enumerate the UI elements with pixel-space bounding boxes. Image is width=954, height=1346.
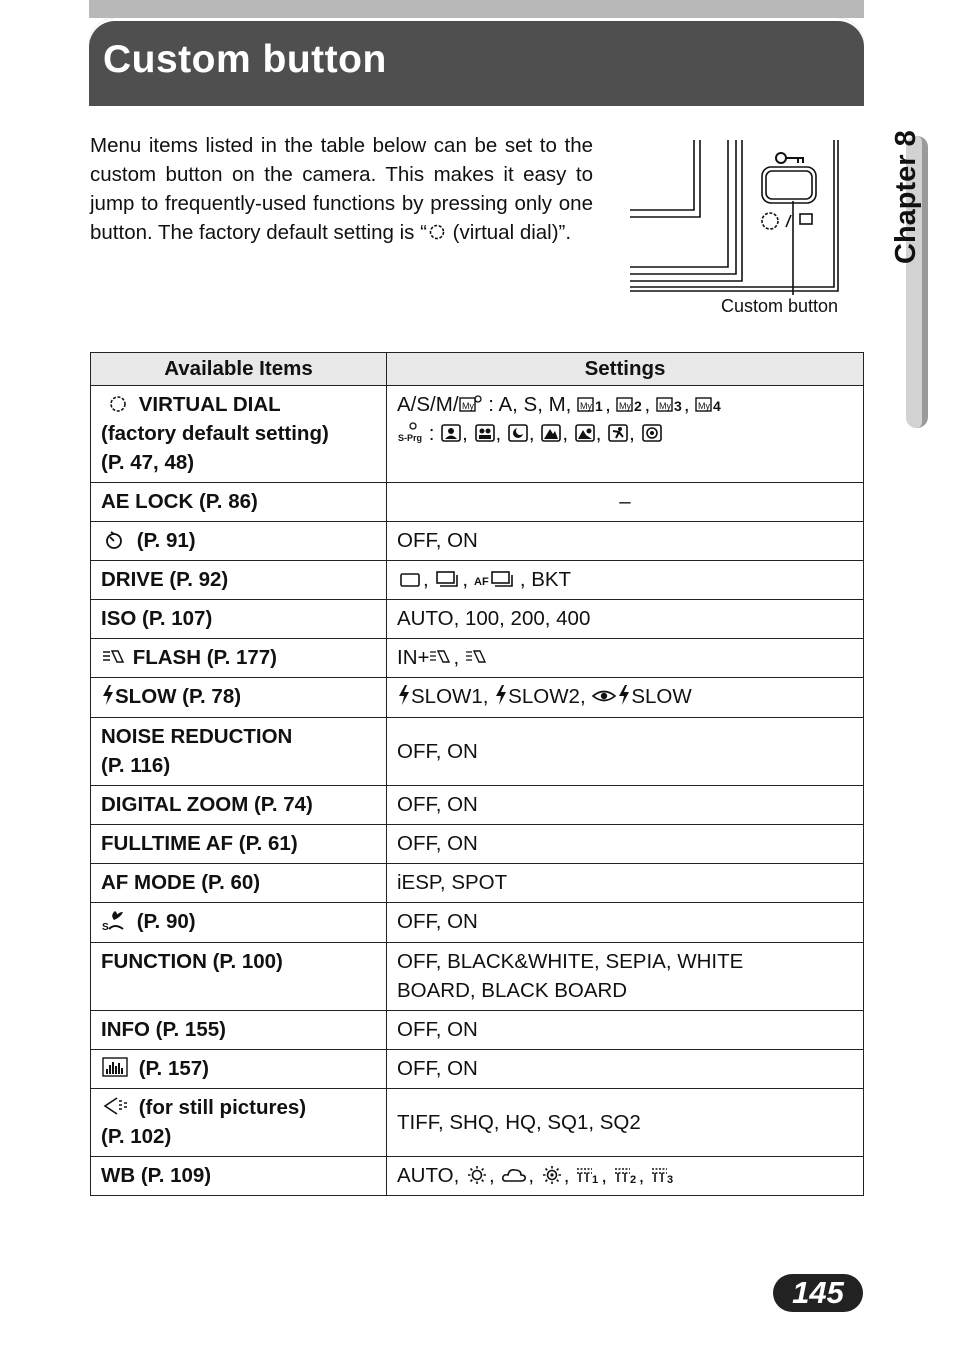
- table-header-row: [91, 353, 864, 386]
- setting-sep: ,: [462, 568, 469, 591]
- item-label: FLASH (P. 177): [132, 646, 278, 669]
- svg-text:3: 3: [673, 398, 682, 414]
- item-cell: [91, 639, 387, 678]
- intro-text-end: (virtual dial)”.: [446, 221, 572, 244]
- setting-cell: [387, 386, 864, 483]
- self-timer-icon: [101, 530, 131, 550]
- setting-text-line2: BOARD, BLACK BOARD: [397, 979, 628, 1002]
- setting-sep: ,: [595, 422, 602, 445]
- setting-sep: ,: [562, 422, 569, 445]
- chapter-label: Chapter 8: [890, 130, 922, 264]
- single-frame-icon: [397, 569, 423, 589]
- setting-sep: ,: [423, 568, 429, 591]
- virtual-dial-icon: [101, 394, 133, 414]
- table-row: [91, 386, 864, 483]
- table-row: [91, 639, 864, 678]
- setting-cell: [387, 678, 864, 718]
- setting-cell: OFF, ON: [387, 1050, 864, 1089]
- item-label: (P. 90): [136, 910, 196, 933]
- landscape-portrait-scene-icon: [574, 423, 596, 443]
- svg-text:S: S: [102, 922, 109, 931]
- table-row: [91, 786, 864, 825]
- external-flash-icon: [429, 647, 453, 667]
- item-cell: INFO (P. 155): [91, 1011, 387, 1050]
- item-cell: FUNCTION (P. 100): [91, 943, 387, 1011]
- svg-text:My: My: [658, 401, 671, 411]
- setting-cell: AUTO, 100, 200, 400: [387, 600, 864, 639]
- table-row: [91, 903, 864, 943]
- svg-text:2: 2: [634, 398, 643, 414]
- table-row: [91, 718, 864, 786]
- setting-text: AUTO,: [397, 1164, 460, 1187]
- item-label: VIRTUAL DIAL: [138, 393, 281, 416]
- setting-cell: OFF, ON: [387, 825, 864, 864]
- item-cell: AE LOCK (P. 86): [91, 483, 387, 522]
- item-label-line2: (P. 116): [101, 754, 171, 777]
- key-icon: [776, 153, 804, 163]
- svg-text:My: My: [619, 401, 632, 411]
- header-available-items: Available Items: [91, 353, 387, 386]
- virtual-dial-icon: [427, 222, 447, 242]
- svg-text:My: My: [461, 401, 474, 411]
- setting-cell: [387, 639, 864, 678]
- setting-cell: TIFF, SHQ, HQ, SQ1, SQ2: [387, 1089, 864, 1157]
- setting-sep: ,: [528, 422, 535, 445]
- setting-cell: [387, 561, 864, 600]
- setting-cell: [387, 943, 864, 1011]
- setting-text: IN+: [397, 646, 430, 669]
- item-cell: ISO (P. 107): [91, 600, 387, 639]
- record-mode-icon: [101, 1095, 133, 1117]
- item-cell: [91, 522, 387, 561]
- setting-sep: ,: [495, 422, 502, 445]
- svg-text:1: 1: [595, 398, 603, 414]
- setting-cell: iESP, SPOT: [387, 864, 864, 903]
- svg-text:3: 3: [667, 1174, 674, 1185]
- table-row: [91, 561, 864, 600]
- setting-sep: ,: [563, 1164, 570, 1187]
- item-cell: [91, 678, 387, 718]
- table-row: [91, 943, 864, 1011]
- setting-sep: ,: [488, 1164, 495, 1187]
- setting-sep: ,: [629, 422, 635, 445]
- setting-sep: ,: [528, 1164, 535, 1187]
- multi-portrait-scene-icon: [474, 423, 496, 443]
- item-label-line3: (P. 47, 48): [101, 451, 195, 474]
- item-cell: [91, 386, 387, 483]
- table-row: [91, 1050, 864, 1089]
- setting-text: , BKT: [519, 568, 572, 591]
- setting-cell: OFF, ON: [387, 1011, 864, 1050]
- setting-text: A/S/M/: [397, 393, 459, 416]
- setting-cell: –: [387, 483, 864, 522]
- setting-cell: [387, 1157, 864, 1196]
- custom-button-table: [90, 352, 864, 1196]
- setting-text: SLOW1,: [411, 685, 489, 708]
- fluorescent-1-icon: [575, 1165, 601, 1185]
- item-label: NOISE REDUCTION: [101, 725, 293, 748]
- red-eye-icon: [591, 686, 617, 706]
- external-flash-icon: [101, 647, 127, 667]
- header-settings: Settings: [387, 353, 864, 386]
- sequential-shooting-icon: [434, 569, 462, 589]
- setting-text: : A, S, M,: [482, 393, 578, 416]
- item-label: SLOW (P. 78): [115, 685, 242, 708]
- table-row: [91, 864, 864, 903]
- my-mode-icon: [459, 394, 483, 414]
- flash-bolt-icon: [101, 684, 115, 706]
- item-cell: WB (P. 109): [91, 1157, 387, 1196]
- table-row: [91, 1157, 864, 1196]
- flash-bolt-icon: [617, 684, 631, 706]
- setting-text: SLOW2,: [508, 685, 586, 708]
- setting-sep: ,: [605, 393, 611, 416]
- landscape-scene-icon: [540, 423, 562, 443]
- af-sequential-shooting-icon: [474, 569, 520, 589]
- my-mode-2-icon: [616, 394, 644, 414]
- item-label: (for still pictures): [138, 1096, 307, 1119]
- scene-program-icon: [397, 421, 423, 443]
- setting-cell: OFF, ON: [387, 718, 864, 786]
- page-number: 145: [773, 1274, 863, 1312]
- intro-text-start: Menu items listed in the table below can be set to the custom button on the camera. This makes it easy to jump to frequently-used functions by pressing only one button. The factory default setting is “: [90, 134, 593, 244]
- setting-text: SLOW: [631, 685, 692, 708]
- svg-text:AF: AF: [473, 576, 489, 588]
- setting-sep: ,: [644, 393, 651, 416]
- svg-text:My: My: [580, 401, 593, 411]
- title-bar: [89, 18, 864, 106]
- top-bar: [89, 0, 864, 18]
- item-cell: FULLTIME AF (P. 61): [91, 825, 387, 864]
- table-row: [91, 483, 864, 522]
- setting-sep: ,: [638, 1164, 645, 1187]
- setting-sep: ,: [601, 1164, 607, 1187]
- svg-text:S-Prg: S-Prg: [398, 433, 423, 443]
- portrait-scene-icon: [440, 423, 462, 443]
- table-row: [91, 678, 864, 718]
- fluorescent-2-icon: [613, 1165, 639, 1185]
- item-cell: [91, 718, 387, 786]
- sunny-icon: [465, 1165, 489, 1185]
- setting-cell: OFF, ON: [387, 903, 864, 943]
- flash-bolt-icon: [397, 684, 411, 706]
- my-mode-4-icon: [695, 394, 723, 414]
- setting-sep: ,: [453, 646, 460, 669]
- page-title: Custom button: [103, 38, 387, 81]
- fluorescent-3-icon: [650, 1165, 676, 1185]
- super-macro-icon: [101, 909, 131, 931]
- tungsten-icon: [540, 1165, 564, 1185]
- item-label-line2: (factory default setting): [101, 422, 329, 445]
- my-mode-1-icon: [577, 394, 605, 414]
- figure-caption: Custom button: [721, 296, 839, 316]
- svg-text:My: My: [698, 401, 711, 411]
- setting-sep: :: [423, 422, 435, 445]
- item-label: (P. 157): [138, 1057, 209, 1080]
- table-row: [91, 600, 864, 639]
- my-mode-3-icon: [656, 394, 684, 414]
- item-cell: DRIVE (P. 92): [91, 561, 387, 600]
- svg-text:1: 1: [592, 1174, 599, 1185]
- intro-paragraph: [90, 131, 593, 247]
- cloudy-icon: [500, 1165, 528, 1185]
- item-label-line2: (P. 102): [101, 1125, 172, 1148]
- setting-sep: ,: [462, 422, 468, 445]
- svg-text:2: 2: [629, 1174, 636, 1185]
- setting-sep: ,: [683, 393, 690, 416]
- item-cell: [91, 1089, 387, 1157]
- setting-text: OFF, BLACK&WHITE, SEPIA, WHITE: [397, 950, 744, 973]
- night-scene-icon: [507, 423, 529, 443]
- histogram-icon: [101, 1056, 133, 1078]
- item-cell: DIGITAL ZOOM (P. 74): [91, 786, 387, 825]
- table-row: [91, 1011, 864, 1050]
- item-cell: AF MODE (P. 60): [91, 864, 387, 903]
- table-row: [91, 1089, 864, 1157]
- external-flash-icon: [465, 647, 489, 667]
- table-row: [91, 522, 864, 561]
- item-cell: [91, 903, 387, 943]
- table-row: [91, 825, 864, 864]
- item-cell: [91, 1050, 387, 1089]
- self-portrait-scene-icon: [641, 423, 663, 443]
- camera-back-figure: [628, 135, 858, 295]
- flash-bolt-icon: [494, 684, 508, 706]
- svg-text:4: 4: [713, 398, 722, 414]
- item-label: (P. 91): [136, 529, 196, 552]
- sports-scene-icon: [607, 423, 629, 443]
- setting-cell: OFF, ON: [387, 522, 864, 561]
- setting-cell: OFF, ON: [387, 786, 864, 825]
